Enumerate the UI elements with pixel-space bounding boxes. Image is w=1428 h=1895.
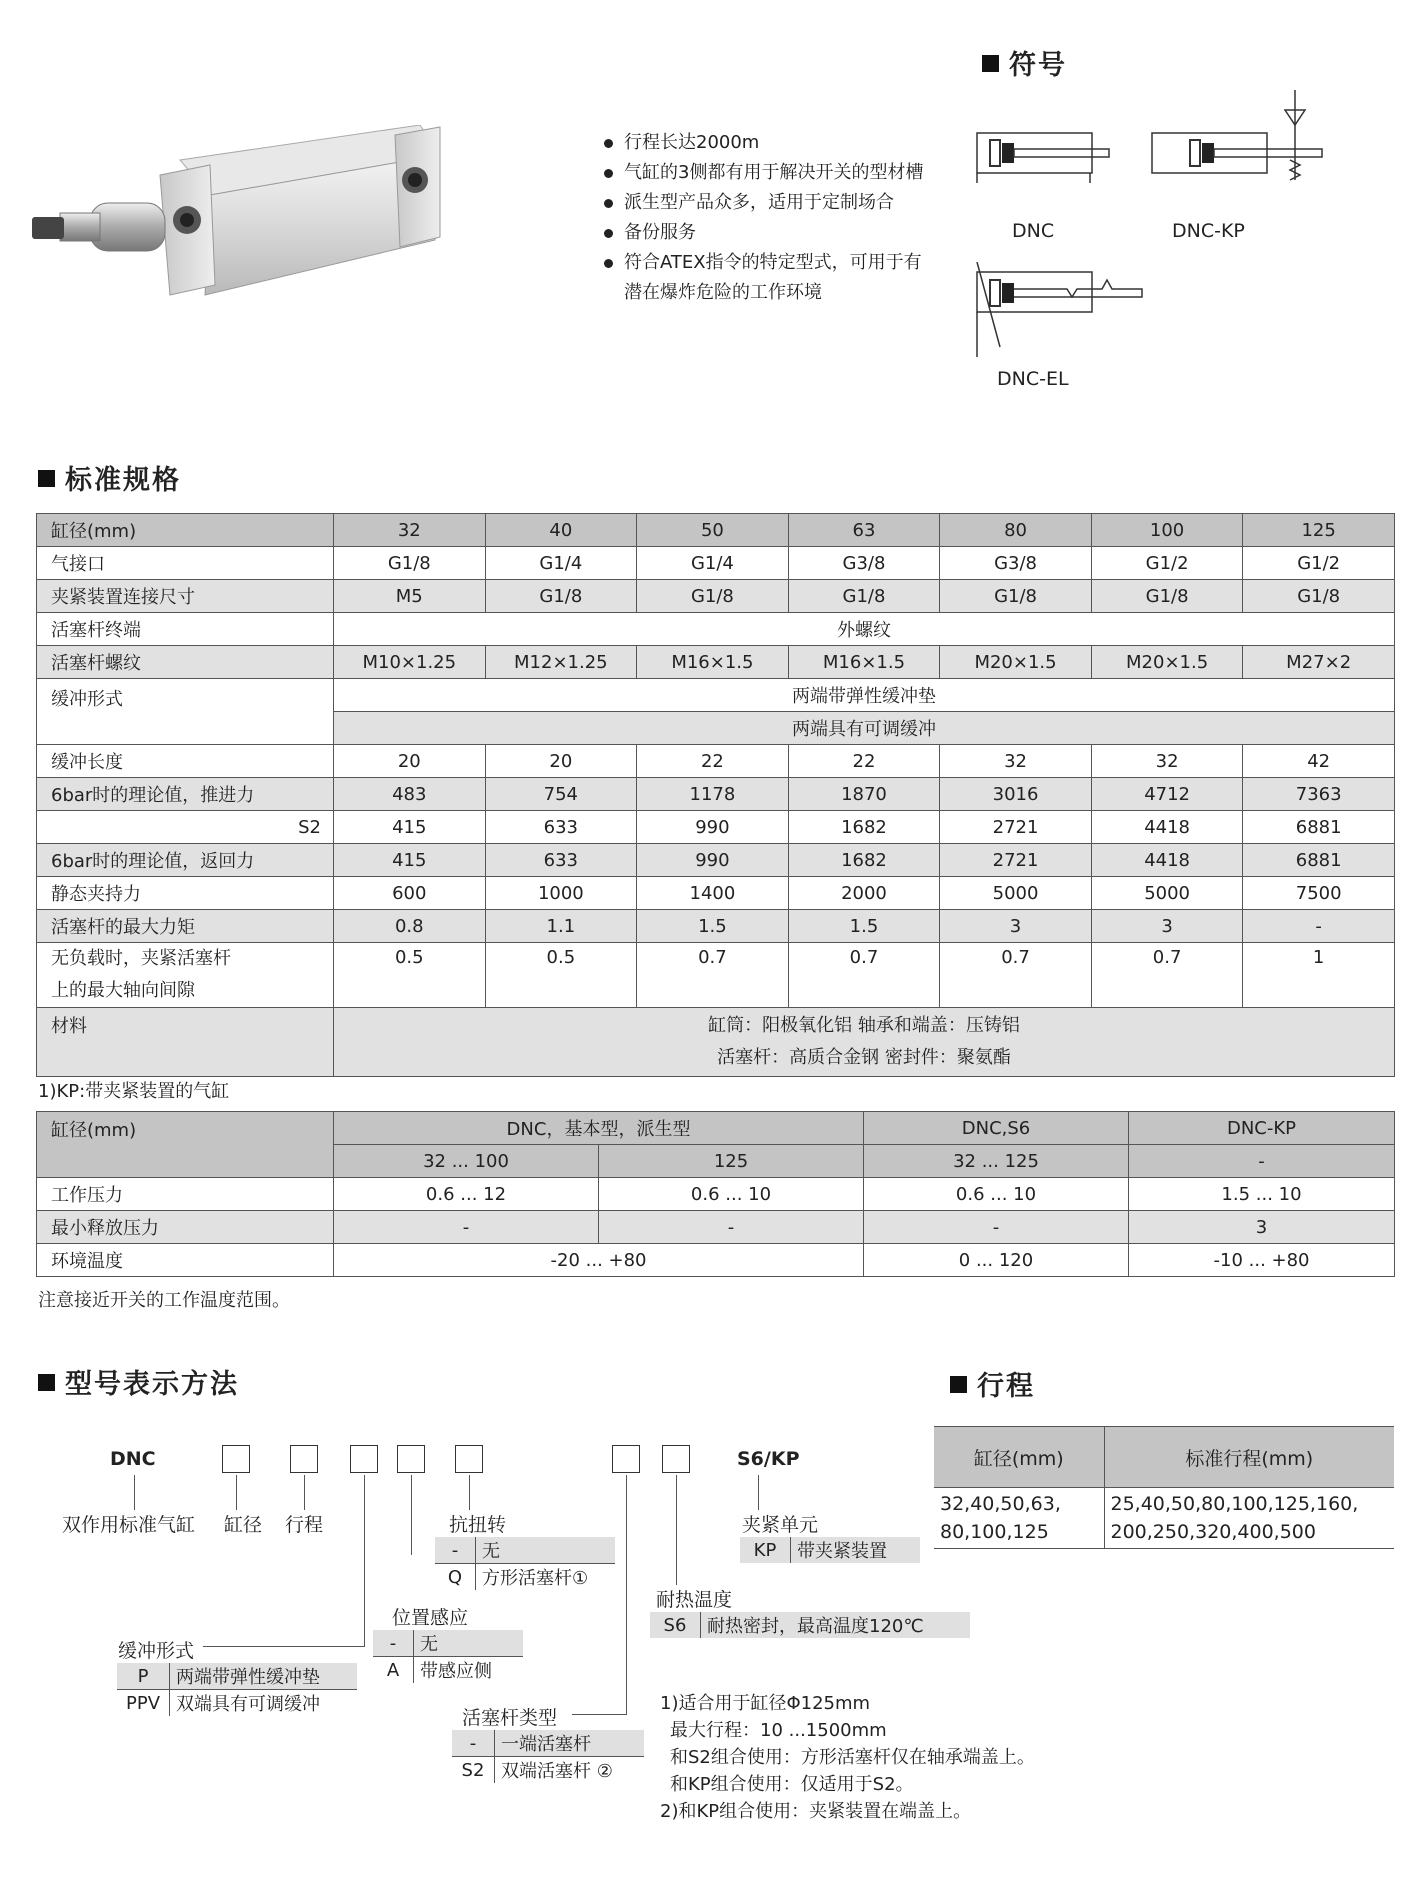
table-row: 缸径(mm) DNC，基本型，派生型 DNC,S6 DNC-KP xyxy=(37,1112,1395,1145)
stroke-title: 行程 xyxy=(950,1364,1035,1403)
symbols-title: 符号 xyxy=(982,43,1067,82)
feature-list xyxy=(602,128,923,308)
bore-label: 缸径 xyxy=(224,1514,263,1536)
table-row: 夹紧装置连接尺寸 M5 G1/8 G1/8 G1/8 G1/8 G1/8 G1/8 xyxy=(37,580,1395,613)
double-acting-label: 双作用标准气缸 xyxy=(62,1514,196,1536)
feature-item: 派生型产品众多，适用于定制场合 xyxy=(602,188,923,218)
connector xyxy=(364,1475,365,1647)
table-row: 材料 缸筒：阳极氧化铝 轴承和端盖：压铸铝 活塞杆：高质合金钢 密封件：聚氨酯 xyxy=(37,1008,1395,1077)
model-notes: 1)适合用于缸径Φ125mm 最大行程：10 ...1500mm 和S2组合使用：方形活塞杆仅在轴承端盖上。 和KP组合使用：仅适用于S2。 2)和KP组合使用：夹紧装置在端盖上。 xyxy=(660,1693,1035,1822)
table-row: S2 415 633 990 1682 2721 4418 6881 xyxy=(37,811,1395,844)
table-row: 活塞杆的最大力矩 0.8 1.1 1.5 1.5 3 3 - xyxy=(37,910,1395,943)
connector xyxy=(758,1475,759,1510)
connector xyxy=(676,1475,677,1585)
rod-options: - 一端活塞杆 S2 双端活塞杆 ② xyxy=(452,1730,644,1783)
antitwist-title: 抗扭转 xyxy=(449,1514,507,1536)
table-row: 活塞杆螺纹 M10×1.25 M12×1.25 M16×1.5 M16×1.5 M20×1.5 M20×1.5 M27×2 xyxy=(37,646,1395,679)
model-dnc: DNC xyxy=(110,1448,156,1470)
dnc-el-symbol-label: DNC-EL xyxy=(997,368,1069,390)
dnc-kp-symbol xyxy=(1150,90,1330,200)
code-box-rod xyxy=(612,1445,640,1473)
stroke-label: 行程 xyxy=(285,1514,324,1536)
table-row: 静态夹持力 600 1000 1400 2000 5000 5000 7500 xyxy=(37,877,1395,910)
feature-item: 备份服务 xyxy=(602,218,923,248)
spec-footnote: 1)KP:带夹紧装置的气缸 xyxy=(38,1081,230,1102)
stroke-table xyxy=(934,1426,1394,1549)
table-row: 32,40,50,63, 80,100,125 25,40,50,80,100,125,160, 200,250,320,400,500 xyxy=(934,1488,1394,1549)
connector xyxy=(134,1475,135,1510)
connector xyxy=(572,1714,627,1715)
table-row: 环境温度 -20 ... +80 0 ... 120 -10 ... +80 xyxy=(37,1244,1395,1277)
table-row: 工作压力 0.6 ... 12 0.6 ... 10 0.6 ... 10 1.5 ... 10 xyxy=(37,1178,1395,1211)
table-row: 活塞杆终端 外螺纹 xyxy=(37,613,1395,646)
sensing-options: - 无 A 带感应侧 xyxy=(373,1630,523,1683)
table-row: 缓冲形式 两端带弹性缓冲垫 xyxy=(37,679,1395,712)
code-box-heat xyxy=(662,1445,690,1473)
connector xyxy=(236,1475,237,1510)
connector xyxy=(203,1646,365,1647)
dnc-symbol-label: DNC xyxy=(1012,220,1055,242)
heat-title: 耐热温度 xyxy=(656,1589,733,1611)
code-box-bore xyxy=(222,1445,250,1473)
code-box-antitwist xyxy=(455,1445,483,1473)
table-row: 最小释放压力 - - - 3 xyxy=(37,1211,1395,1244)
connector xyxy=(304,1475,305,1510)
model-s6kp: S6/KP xyxy=(737,1448,800,1470)
feature-item: 气缸的3侧都有用于解决开关的型材槽 xyxy=(602,158,923,188)
feature-item: 行程长达2000m xyxy=(602,128,923,158)
table-row: 气接口 G1/8 G1/4 G1/4 G3/8 G3/8 G1/2 G1/2 xyxy=(37,547,1395,580)
table-row: 缓冲长度 20 20 22 22 32 32 42 xyxy=(37,745,1395,778)
dnc-kp-symbol-label: DNC-KP xyxy=(1172,220,1245,242)
connector xyxy=(626,1475,627,1715)
table-row: 缸径(mm) 标准行程(mm) xyxy=(934,1427,1394,1488)
dnc-el-symbol xyxy=(972,262,1152,362)
cylinder-product-image xyxy=(30,125,535,355)
dnc-symbol xyxy=(972,128,1112,188)
table-row: 6bar时的理论值，推进力 483 754 1178 1870 3016 4712 7363 xyxy=(37,778,1395,811)
table-row: 无负载时，夹紧活塞杆 上的最大轴向间隙 0.5 0.5 0.7 0.7 0.7 0.7 1 xyxy=(37,943,1395,1008)
connector xyxy=(469,1475,470,1510)
feature-item: 符合ATEX指令的特定型式，可用于有 xyxy=(602,248,923,278)
connector xyxy=(411,1475,412,1555)
spec-table xyxy=(36,513,1395,1077)
sensing-title: 位置感应 xyxy=(392,1607,469,1629)
model-title: 型号表示方法 xyxy=(38,1362,239,1401)
code-box-stroke xyxy=(290,1445,318,1473)
feature-item-continued: 潜在爆炸危险的工作环境 xyxy=(624,282,822,303)
heat-options: S6 耐热密封，最高温度120℃ xyxy=(650,1612,970,1638)
table-row: 6bar时的理论值，返回力 415 633 990 1682 2721 4418 6881 xyxy=(37,844,1395,877)
code-box-sensing xyxy=(397,1445,425,1473)
code-box-cushion xyxy=(350,1445,378,1473)
spec-title: 标准规格 xyxy=(38,458,181,497)
pressure-note: 注意接近开关的工作温度范围。 xyxy=(38,1290,290,1311)
cushion-options: P 两端带弹性缓冲垫 PPV 双端具有可调缓冲 xyxy=(117,1663,357,1716)
table-row: 32 ... 100 125 32 ... 125 - xyxy=(37,1145,1395,1178)
table-row: 缸径(mm) 32 40 50 63 80 100 125 xyxy=(37,514,1395,547)
table-row: 两端具有可调缓冲 xyxy=(37,712,1395,745)
cushion-title: 缓冲形式 xyxy=(118,1640,195,1662)
rod-title: 活塞杆类型 xyxy=(462,1707,558,1729)
pressure-table xyxy=(36,1111,1395,1277)
clamp-options: KP 带夹紧装置 xyxy=(740,1537,920,1563)
antitwist-options: - 无 Q 方形活塞杆① xyxy=(435,1537,615,1590)
clamp-title: 夹紧单元 xyxy=(742,1514,819,1536)
